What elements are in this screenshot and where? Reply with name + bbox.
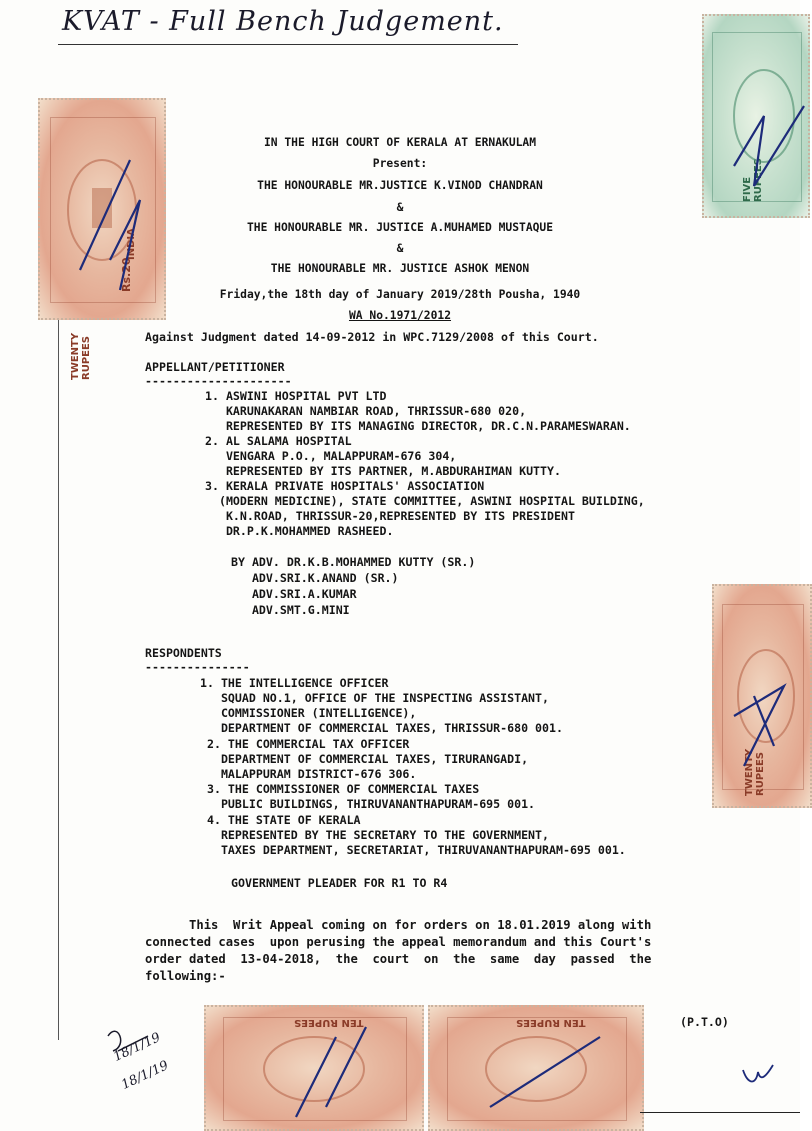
appellant-line: REPRESENTED BY ITS PARTNER, M.ABDURAHIMAN KUTTY. [205,464,561,478]
appellant-line: (MODERN MEDICINE), STATE COMMITTEE, ASWINI HOSPITAL BUILDING, [205,494,645,508]
respondent-heading: RESPONDENTS [145,646,222,660]
signature-icon [98,1016,158,1076]
counsel-line: BY ADV. DR.K.B.MOHAMMED KUTTY (SR.) [231,555,476,569]
judgment-date: Friday,the 18th day of January 2019/28th Pousha, 1940 [219,288,581,301]
court-fee-stamp-10-b [428,1005,644,1131]
counsel-line: ADV.SRI.A.KUMAR [231,587,357,601]
respondent-line: DEPARTMENT OF COMMERCIAL TAXES, THRISSUR-680 001. [200,721,563,735]
respondent-line: 2. THE COMMERCIAL TAX OFFICER [200,737,410,751]
ampersand-1: & [396,201,404,214]
respondent-counsel: GOVERNMENT PLEADER FOR R1 TO R4 [231,876,448,890]
appellant-line: K.N.ROAD, THRISSUR-20,REPRESENTED BY ITS PRESIDENT [205,509,575,523]
respondent-line: TAXES DEPARTMENT, SECRETARIAT, THIRUVANANTHAPURAM-695 001. [200,843,626,857]
appellant-rule: --------------------- [145,374,292,388]
court-fee-stamp-20-right [712,584,812,808]
appellant-line: 3. KERALA PRIVATE HOSPITALS' ASSOCIATION [205,479,485,493]
respondent-line: 3. THE COMMISSIONER OF COMMERCIAL TAXES [200,782,480,796]
respondent-line: REPRESENTED BY THE SECRETARY TO THE GOVERNMENT, [200,828,550,842]
court-fee-stamp-10-a [204,1005,424,1131]
bottom-rule [640,1112,800,1113]
margin-line [58,300,59,1040]
judge-1: THE HONOURABLE MR.JUSTICE K.VINOD CHANDRAN [257,179,543,192]
paragraph-line: following:- [145,969,226,983]
respondent-rule: --------------- [145,660,250,674]
paragraph-line: order dated 13-04-2018, the court on the same day passed the [145,952,652,966]
stamp-text: TWENTY RUPEES [744,748,766,796]
stamp-text: FIVE RUPEES [742,157,764,202]
respondent-line: MALAPPURAM DISTRICT-676 306. [200,767,417,781]
stamp-emblem-icon [430,1007,642,1129]
appellant-line: KARUNAKARAN NAMBIAR ROAD, THRISSUR-680 020, [205,404,527,418]
counsel-line: ADV.SRI.K.ANAND (SR.) [231,571,399,585]
handwritten-title: KVAT - Full Bench Judgement. [62,6,504,37]
respondent-line: DEPARTMENT OF COMMERCIAL TAXES, TIRURANGADI, [200,752,529,766]
judge-3: THE HONOURABLE MR. JUSTICE ASHOK MENON [270,262,530,275]
initial-mark-icon [738,1060,778,1090]
appellant-line: 1. ASWINI HOSPITAL PVT LTD [205,389,387,403]
stamp-text: TEN RUPEES [294,1017,364,1028]
pto-label: (P.T.O) [680,1015,729,1029]
counsel-line: ADV.SMT.G.MINI [231,603,350,617]
title-underline [58,44,518,45]
paragraph-line: connected cases upon perusing the appeal memorandum and this Court's [145,935,652,949]
case-number: WA No.1971/2012 [348,309,452,322]
respondent-line: 1. THE INTELLIGENCE OFFICER [200,676,389,690]
respondent-line: PUBLIC BUILDINGS, THIRUVANANTHAPURAM-695 001. [200,797,536,811]
initials-date-2: 18/1/19 [119,1058,171,1093]
initials-date-1: 18/1/19 [111,1030,163,1065]
paragraph-line: This Writ Appeal coming on for orders on 18.01.2019 along with [145,918,652,932]
appellant-line: REPRESENTED BY ITS MANAGING DIRECTOR, DR.C.N.PARAMESWARAN. [205,419,631,433]
stamp-value: Rs.20 [120,257,133,292]
present-label: Present: [372,157,428,170]
stamp-india: INDIA [126,228,137,260]
appellant-heading: APPELLANT/PETITIONER [145,360,285,374]
court-name: IN THE HIGH COURT OF KERALA AT ERNAKULAM [263,136,537,149]
respondent-line: 4. THE STATE OF KERALA [200,813,361,827]
stamp-emblem-icon [206,1007,422,1129]
respondent-line: COMMISSIONER (INTELLIGENCE), [200,706,417,720]
stamp-text: TEN RUPEES [516,1017,586,1028]
appellant-line: DR.P.K.MOHAMMED RASHEED. [205,524,394,538]
against-line: Against Judgment dated 14-09-2012 in WPC.7129/2008 of this Court. [145,330,599,344]
stamp-emblem-icon [714,586,810,806]
stamp-text: TWENTY RUPEES [70,332,92,380]
respondent-line: SQUAD NO.1, OFFICE OF THE INSPECTING ASSISTANT, [200,691,550,705]
appellant-line: VENGARA P.O., MALAPPURAM-676 304, [205,449,457,463]
appellant-line: 2. AL SALAMA HOSPITAL [205,434,352,448]
ampersand-2: & [396,242,404,255]
judge-2: THE HONOURABLE MR. JUSTICE A.MUHAMED MUSTAQUE [246,221,554,234]
